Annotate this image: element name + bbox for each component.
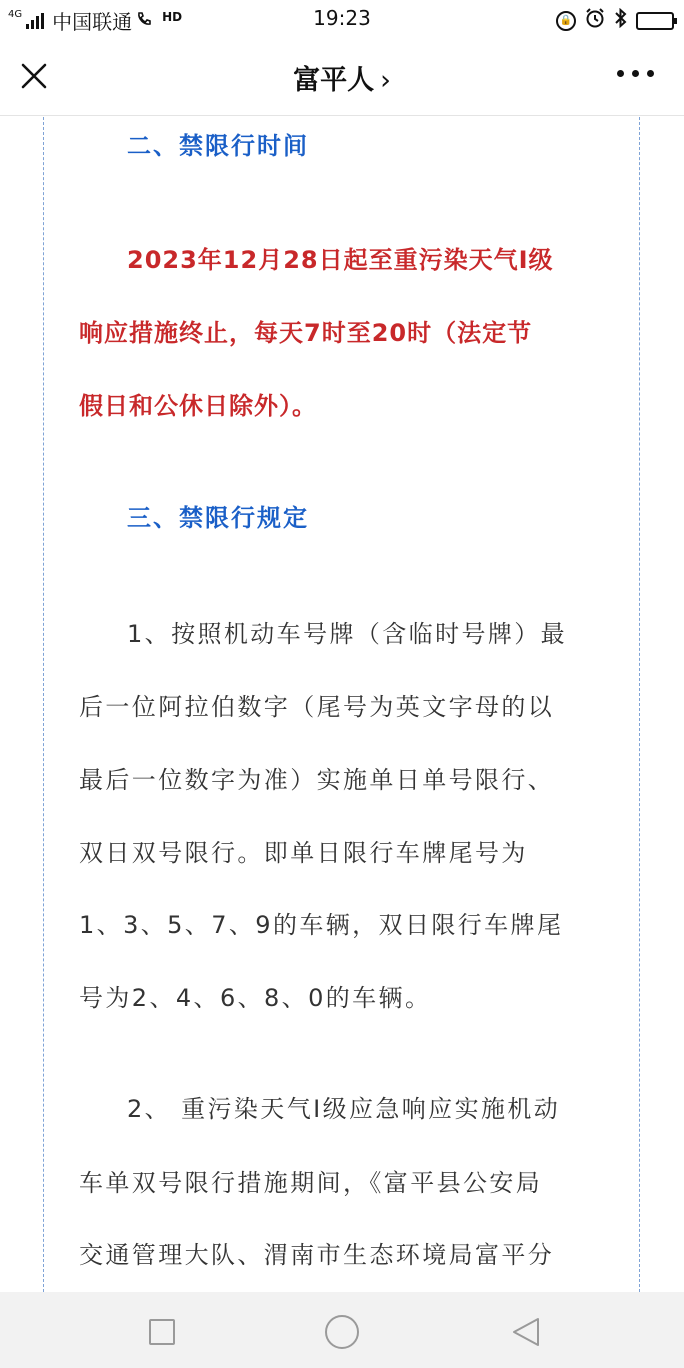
bluetooth-icon — [614, 8, 628, 33]
paragraph-line: 双日双号限行。即单日限行车牌尾号为 — [79, 839, 528, 867]
recent-apps-icon — [149, 1319, 175, 1345]
paragraph-line: 后一位阿拉伯数字（尾号为英文字母的以 — [79, 693, 555, 721]
paragraph-line: 1、按照机动车号牌（含临时号牌）最 — [127, 620, 568, 648]
paragraph-line: 车单双号限行措施期间，《富平县公安局 — [79, 1169, 543, 1197]
recent-apps-button[interactable] — [142, 1312, 182, 1352]
paragraph-line: 最后一位数字为准）实施单日单号限行、 — [79, 766, 555, 794]
paragraph-line: 假日和公休日除外）。 — [79, 392, 317, 420]
home-button[interactable] — [322, 1312, 362, 1352]
paragraph-line: 1、3、5、7、9的车辆，双日限行车牌尾 — [79, 911, 564, 939]
system-nav-bar — [0, 1292, 684, 1368]
paragraph-line: 号为2、4、6、8、0的车辆。 — [79, 984, 432, 1012]
status-right — [556, 7, 674, 34]
section-heading-rules: 三、禁限行规定 — [127, 504, 309, 532]
status-time: 19:23 — [313, 6, 371, 30]
home-icon — [325, 1315, 359, 1349]
paragraph-line: 2、 重污染天气I级应急响应实施机动 — [127, 1095, 561, 1123]
account-title-link[interactable] — [0, 58, 684, 97]
carrier-name: 中国联通 — [52, 10, 133, 34]
alarm-icon — [584, 7, 606, 34]
battery-icon — [636, 12, 674, 30]
section-heading-time: 二、禁限行时间 — [127, 132, 309, 160]
lock-rotation-icon: 🔒 — [556, 11, 576, 31]
paragraph-line: 2023年12月28日起至重污染天气I级 — [127, 246, 554, 274]
network-type: 4G — [8, 9, 23, 20]
back-icon — [509, 1315, 543, 1349]
paragraph-line: 响应措施终止，每天7时至20时（法定节 — [79, 319, 533, 347]
more-icon-dot — [632, 70, 639, 77]
app-header — [0, 38, 684, 116]
page-title: 富平人 — [293, 65, 375, 96]
more-icon-dot — [617, 70, 624, 77]
more-options-button[interactable] — [617, 70, 654, 77]
more-icon-dot — [647, 70, 654, 77]
chevron-right-icon: › — [380, 65, 391, 96]
article-content[interactable] — [0, 117, 684, 1292]
status-bar — [0, 0, 684, 38]
back-button[interactable] — [506, 1312, 546, 1352]
hd-icon: HD — [162, 9, 183, 24]
paragraph-line: 交通管理大队、渭南市生态环境局富平分 — [79, 1241, 555, 1269]
